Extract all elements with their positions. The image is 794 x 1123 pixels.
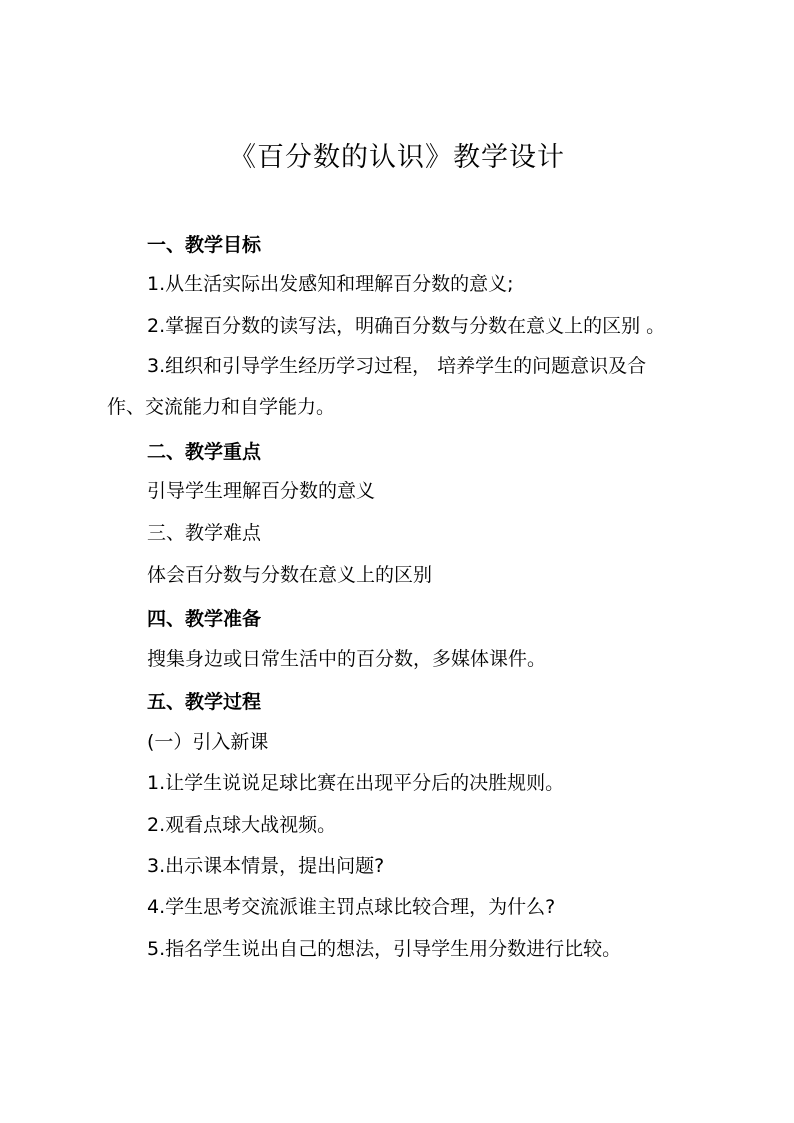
section-heading-process: 五、教学过程 [147, 691, 262, 713]
process-step-5: 5.指名学生说出自己的想法，引导学生用分数进行比较。 [147, 938, 622, 960]
key-points-text: 引导学生理解百分数的意义 [147, 480, 376, 502]
objective-item-3-line-1: 3.组织和引导学生经历学习过程， 培养学生的问题意识及合 [147, 355, 647, 377]
process-step-1: 1.让学生说说足球比赛在出现平分后的决胜规则。 [147, 772, 565, 794]
objective-item-2: 2.掌握百分数的读写法，明确百分数与分数在意义上的区别 。 [147, 315, 666, 337]
process-step-3: 3.出示课本情景，提出问题? [147, 855, 385, 877]
section-heading-key-points: 二、教学重点 [147, 441, 262, 463]
objective-item-3-line-2: 作、交流能力和自学能力。 [107, 396, 336, 418]
section-heading-preparation: 四、教学准备 [147, 608, 262, 630]
process-step-4: 4.学生思考交流派谁主罚点球比较合理，为什么? [147, 896, 556, 918]
objective-item-1: 1.从生活实际出发感知和理解百分数的意义; [147, 273, 514, 295]
document-title: 《百分数的认识》教学设计 [229, 142, 565, 173]
preparation-text: 搜集身边或日常生活中的百分数，多媒体课件。 [147, 648, 547, 670]
section-heading-objectives: 一、教学目标 [147, 234, 262, 256]
difficulties-text: 体会百分数与分数在意义上的区别 [147, 564, 433, 586]
process-sub-heading: (一）引入新课 [147, 731, 269, 753]
section-heading-difficulties: 三、教学难点 [147, 522, 262, 544]
process-step-2: 2.观看点球大战视频。 [147, 814, 337, 836]
